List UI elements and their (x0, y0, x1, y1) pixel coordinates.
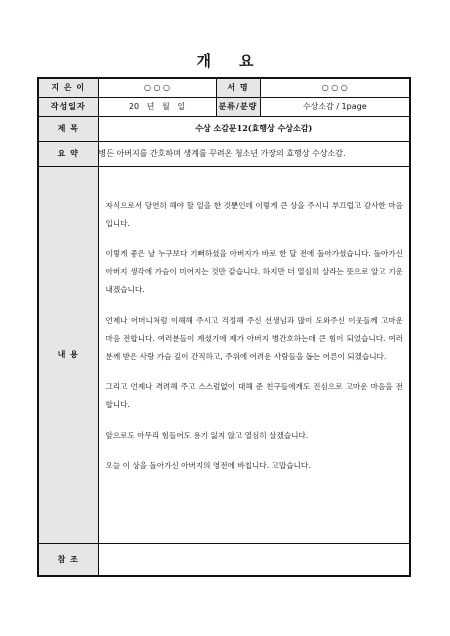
reference-row (38, 543, 410, 576)
summary-row (38, 141, 410, 166)
content-row (38, 166, 410, 543)
subject-value: 수상 소감문12(효행상 수상소감) (98, 116, 410, 141)
signature-label: 서 명 (216, 78, 260, 97)
author-label: 지 은 이 (38, 78, 98, 97)
title-char-1: 개 (196, 52, 211, 70)
content-paragraph-2: 이렇게 좋은 날 누구보다 기뻐하셨을 아버지가 바로 한 달 전에 돌아가셨습니다. 돌아가신 아버지 생각에 가슴이 미어지는 것만 같습니다. 하지만 더 열심히 살라는 뜻으로 알고 기운 내겠습니다. (105, 249, 403, 294)
content-paragraph-5: 앞으로도 아무리 힘들어도 용기 잃지 않고 열심히 살겠습니다. (105, 430, 309, 440)
signature-value: ○ ○ ○ (260, 78, 410, 97)
content-body (98, 166, 410, 543)
date-value: 20 년 월 일 (98, 97, 216, 116)
summary-label: 요 약 (38, 141, 98, 166)
summary-form-table (37, 77, 411, 577)
author-value: ○ ○ ○ (98, 78, 216, 97)
content-paragraph-4: 그리고 언제나 격려해 주고 스스럼없이 대해 준 친구들에게도 진심으로 고마운 마음을 전합니다. (105, 382, 403, 409)
page-title (0, 50, 450, 71)
category-label: 분류/분량 (216, 97, 260, 116)
reference-label: 참 조 (38, 543, 98, 576)
date-row (38, 97, 410, 116)
content-paragraph-6: 오늘 이 상을 돌아가신 아버지의 영전에 바칩니다. 고맙습니다. (105, 461, 311, 470)
reference-value (98, 543, 410, 576)
category-value: 수상소감 / 1page (260, 97, 410, 116)
content-paragraph-1: 자식으로서 당연히 해야 할 일을 한 것뿐인데 이렇게 큰 상을 주시니 부끄럽고 감사한 마음입니다. (105, 200, 403, 228)
title-char-2: 요 (239, 52, 254, 70)
summary-value: 병든 아버지를 간호하며 생계를 꾸려온 청소년 가장의 효행상 수상소감. (98, 141, 410, 166)
subject-row (38, 116, 410, 141)
subject-label: 제 목 (38, 116, 98, 141)
date-label: 작성일자 (38, 97, 98, 116)
content-paragraph-3: 언제나 어머니처럼 이해해 주시고 걱정해 주신 선생님과 많이 도와주신 이웃들께 고마운 마음 전합니다. 여러분들이 계셨기에 제가 아버지 병간호하는데 큰 힘이 되었습니다. 여러분께 받은 사랑 가슴 깊이 간직하고, 주위에 어려운 사람들을 돕는 어른이 되겠습니다. (105, 315, 403, 361)
author-row (38, 78, 410, 97)
content-label: 내 용 (38, 166, 98, 543)
